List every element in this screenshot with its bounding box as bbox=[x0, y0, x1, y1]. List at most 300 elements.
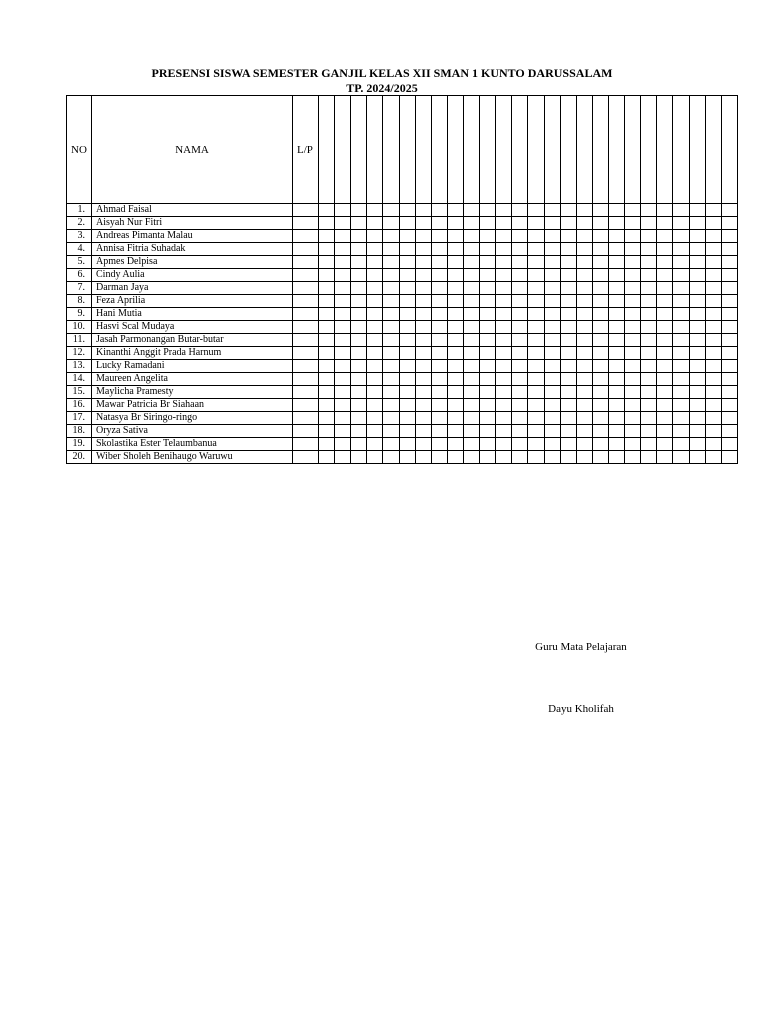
attendance-cell bbox=[351, 217, 367, 230]
attendance-cell bbox=[608, 256, 624, 269]
attendance-cell bbox=[528, 321, 544, 334]
attendance-cell bbox=[673, 425, 689, 438]
row-number: 5. bbox=[67, 256, 92, 269]
table-row bbox=[67, 269, 738, 282]
attendance-cell bbox=[480, 425, 496, 438]
header-attendance-cell bbox=[383, 96, 399, 204]
attendance-cell bbox=[399, 451, 415, 464]
attendance-cell bbox=[496, 373, 512, 386]
attendance-cell bbox=[528, 386, 544, 399]
attendance-cell bbox=[592, 386, 608, 399]
attendance-cell bbox=[335, 295, 351, 308]
row-number: 4. bbox=[67, 243, 92, 256]
attendance-cell bbox=[641, 217, 657, 230]
attendance-cell bbox=[480, 386, 496, 399]
attendance-cell bbox=[447, 399, 463, 412]
attendance-cell bbox=[383, 204, 399, 217]
attendance-cell bbox=[431, 282, 447, 295]
attendance-cell bbox=[319, 308, 335, 321]
attendance-cell bbox=[705, 347, 721, 360]
attendance-cell bbox=[528, 425, 544, 438]
attendance-cell bbox=[689, 230, 705, 243]
attendance-cell bbox=[447, 425, 463, 438]
table-row bbox=[67, 282, 738, 295]
header-attendance-cell bbox=[319, 96, 335, 204]
attendance-cell bbox=[367, 295, 383, 308]
gender-cell bbox=[293, 438, 319, 451]
header-attendance-cell bbox=[608, 96, 624, 204]
attendance-cell bbox=[447, 204, 463, 217]
attendance-cell bbox=[625, 334, 641, 347]
attendance-cell bbox=[367, 451, 383, 464]
attendance-cell bbox=[367, 347, 383, 360]
attendance-cell bbox=[351, 282, 367, 295]
attendance-cell bbox=[544, 217, 560, 230]
attendance-cell bbox=[528, 217, 544, 230]
attendance-cell bbox=[673, 217, 689, 230]
header-attendance-cell bbox=[689, 96, 705, 204]
attendance-cell bbox=[351, 295, 367, 308]
attendance-cell bbox=[560, 334, 576, 347]
header-attendance-cell bbox=[673, 96, 689, 204]
attendance-cell bbox=[319, 438, 335, 451]
attendance-cell bbox=[335, 321, 351, 334]
attendance-cell bbox=[463, 334, 479, 347]
student-name: Hasvi Scal Mudaya bbox=[92, 321, 293, 334]
attendance-cell bbox=[689, 243, 705, 256]
gender-cell bbox=[293, 217, 319, 230]
attendance-cell bbox=[447, 438, 463, 451]
header-attendance-cell bbox=[641, 96, 657, 204]
attendance-cell bbox=[673, 334, 689, 347]
attendance-cell bbox=[335, 360, 351, 373]
attendance-cell bbox=[383, 269, 399, 282]
attendance-cell bbox=[415, 282, 431, 295]
attendance-cell bbox=[335, 334, 351, 347]
attendance-cell bbox=[673, 451, 689, 464]
attendance-cell bbox=[641, 373, 657, 386]
attendance-cell bbox=[544, 295, 560, 308]
attendance-cell bbox=[689, 321, 705, 334]
attendance-cell bbox=[528, 230, 544, 243]
attendance-cell bbox=[399, 308, 415, 321]
attendance-cell bbox=[367, 269, 383, 282]
header-attendance-cell bbox=[705, 96, 721, 204]
attendance-cell bbox=[689, 334, 705, 347]
attendance-cell bbox=[351, 334, 367, 347]
attendance-cell bbox=[544, 412, 560, 425]
document-title: PRESENSI SISWA SEMESTER GANJIL KELAS XII SMAN 1 KUNTO DARUSSALAM bbox=[151, 66, 613, 80]
row-number: 11. bbox=[67, 334, 92, 347]
attendance-cell bbox=[335, 217, 351, 230]
attendance-cell bbox=[625, 373, 641, 386]
attendance-cell bbox=[705, 386, 721, 399]
header-attendance-cell bbox=[367, 96, 383, 204]
attendance-cell bbox=[560, 347, 576, 360]
attendance-cell bbox=[576, 386, 592, 399]
attendance-cell bbox=[625, 269, 641, 282]
attendance-cell bbox=[447, 269, 463, 282]
attendance-cell bbox=[383, 230, 399, 243]
attendance-cell bbox=[399, 360, 415, 373]
attendance-cell bbox=[689, 269, 705, 282]
attendance-table bbox=[66, 95, 738, 464]
attendance-cell bbox=[689, 399, 705, 412]
attendance-cell bbox=[689, 308, 705, 321]
gender-cell bbox=[293, 399, 319, 412]
attendance-cell bbox=[608, 373, 624, 386]
attendance-cell bbox=[608, 217, 624, 230]
attendance-cell bbox=[367, 217, 383, 230]
attendance-cell bbox=[705, 282, 721, 295]
header-attendance-cell bbox=[447, 96, 463, 204]
attendance-cell bbox=[399, 399, 415, 412]
attendance-cell bbox=[657, 269, 673, 282]
attendance-cell bbox=[496, 386, 512, 399]
attendance-cell bbox=[608, 334, 624, 347]
attendance-cell bbox=[383, 373, 399, 386]
attendance-cell bbox=[592, 399, 608, 412]
attendance-cell bbox=[528, 204, 544, 217]
attendance-cell bbox=[512, 412, 528, 425]
attendance-cell bbox=[431, 425, 447, 438]
attendance-cell bbox=[335, 347, 351, 360]
attendance-cell bbox=[415, 295, 431, 308]
gender-cell bbox=[293, 425, 319, 438]
attendance-cell bbox=[608, 321, 624, 334]
header-attendance-cell bbox=[657, 96, 673, 204]
attendance-cell bbox=[367, 373, 383, 386]
attendance-cell bbox=[496, 425, 512, 438]
attendance-cell bbox=[689, 347, 705, 360]
attendance-cell bbox=[673, 269, 689, 282]
attendance-cell bbox=[431, 360, 447, 373]
gender-cell bbox=[293, 451, 319, 464]
attendance-cell bbox=[608, 360, 624, 373]
attendance-cell bbox=[544, 334, 560, 347]
attendance-cell bbox=[351, 347, 367, 360]
header-attendance-cell bbox=[576, 96, 592, 204]
attendance-cell bbox=[335, 282, 351, 295]
attendance-cell bbox=[641, 308, 657, 321]
attendance-cell bbox=[657, 230, 673, 243]
attendance-cell bbox=[641, 282, 657, 295]
attendance-cell bbox=[721, 412, 737, 425]
attendance-cell bbox=[480, 282, 496, 295]
attendance-cell bbox=[512, 256, 528, 269]
attendance-cell bbox=[689, 282, 705, 295]
attendance-cell bbox=[689, 295, 705, 308]
attendance-cell bbox=[592, 256, 608, 269]
document-subtitle: TP. 2024/2025 bbox=[346, 81, 418, 95]
attendance-cell bbox=[463, 425, 479, 438]
attendance-cell bbox=[463, 204, 479, 217]
attendance-cell bbox=[625, 399, 641, 412]
attendance-cell bbox=[367, 425, 383, 438]
attendance-cell bbox=[512, 204, 528, 217]
attendance-cell bbox=[496, 295, 512, 308]
attendance-cell bbox=[431, 321, 447, 334]
attendance-cell bbox=[560, 373, 576, 386]
attendance-cell bbox=[319, 425, 335, 438]
attendance-cell bbox=[560, 256, 576, 269]
attendance-cell bbox=[673, 412, 689, 425]
attendance-cell bbox=[625, 386, 641, 399]
attendance-cell bbox=[447, 256, 463, 269]
attendance-cell bbox=[383, 347, 399, 360]
attendance-cell bbox=[560, 386, 576, 399]
attendance-cell bbox=[367, 386, 383, 399]
row-number: 19. bbox=[67, 438, 92, 451]
header-attendance-cell bbox=[335, 96, 351, 204]
gender-cell bbox=[293, 230, 319, 243]
gender-cell bbox=[293, 256, 319, 269]
attendance-cell bbox=[496, 451, 512, 464]
attendance-cell bbox=[383, 321, 399, 334]
attendance-cell bbox=[592, 243, 608, 256]
attendance-cell bbox=[480, 321, 496, 334]
attendance-cell bbox=[431, 217, 447, 230]
attendance-cell bbox=[560, 360, 576, 373]
table-row bbox=[67, 438, 738, 451]
attendance-cell bbox=[367, 243, 383, 256]
attendance-cell bbox=[528, 360, 544, 373]
attendance-cell bbox=[431, 373, 447, 386]
attendance-cell bbox=[319, 269, 335, 282]
row-number: 13. bbox=[67, 360, 92, 373]
attendance-cell bbox=[496, 412, 512, 425]
attendance-cell bbox=[480, 308, 496, 321]
attendance-cell bbox=[319, 243, 335, 256]
attendance-cell bbox=[351, 399, 367, 412]
attendance-cell bbox=[431, 256, 447, 269]
attendance-cell bbox=[512, 217, 528, 230]
attendance-cell bbox=[383, 425, 399, 438]
attendance-cell bbox=[576, 399, 592, 412]
attendance-cell bbox=[657, 334, 673, 347]
student-name: Maureen Angelita bbox=[92, 373, 293, 386]
attendance-cell bbox=[625, 204, 641, 217]
attendance-cell bbox=[673, 373, 689, 386]
attendance-cell bbox=[705, 243, 721, 256]
attendance-cell bbox=[592, 360, 608, 373]
attendance-cell bbox=[335, 308, 351, 321]
attendance-cell bbox=[689, 217, 705, 230]
attendance-cell bbox=[576, 204, 592, 217]
row-number: 8. bbox=[67, 295, 92, 308]
attendance-cell bbox=[560, 451, 576, 464]
attendance-cell bbox=[608, 295, 624, 308]
attendance-cell bbox=[496, 308, 512, 321]
attendance-cell bbox=[576, 425, 592, 438]
attendance-cell bbox=[641, 204, 657, 217]
attendance-cell bbox=[447, 347, 463, 360]
attendance-cell bbox=[625, 217, 641, 230]
attendance-cell bbox=[351, 360, 367, 373]
attendance-cell bbox=[367, 230, 383, 243]
attendance-cell bbox=[592, 412, 608, 425]
attendance-cell bbox=[383, 256, 399, 269]
attendance-cell bbox=[576, 230, 592, 243]
attendance-cell bbox=[496, 360, 512, 373]
attendance-cell bbox=[528, 256, 544, 269]
attendance-cell bbox=[592, 282, 608, 295]
attendance-cell bbox=[351, 204, 367, 217]
attendance-cell bbox=[592, 204, 608, 217]
attendance-cell bbox=[641, 386, 657, 399]
attendance-cell bbox=[592, 347, 608, 360]
attendance-cell bbox=[383, 334, 399, 347]
table-row bbox=[67, 412, 738, 425]
attendance-cell bbox=[673, 230, 689, 243]
attendance-cell bbox=[447, 217, 463, 230]
attendance-cell bbox=[721, 425, 737, 438]
gender-cell bbox=[293, 412, 319, 425]
attendance-cell bbox=[576, 373, 592, 386]
attendance-cell bbox=[657, 360, 673, 373]
student-name: Kinanthi Anggit Prada Harnum bbox=[92, 347, 293, 360]
attendance-cell bbox=[560, 282, 576, 295]
attendance-cell bbox=[431, 386, 447, 399]
attendance-cell bbox=[608, 269, 624, 282]
attendance-cell bbox=[512, 425, 528, 438]
attendance-cell bbox=[608, 386, 624, 399]
attendance-cell bbox=[689, 425, 705, 438]
attendance-cell bbox=[592, 230, 608, 243]
attendance-cell bbox=[319, 347, 335, 360]
attendance-cell bbox=[383, 360, 399, 373]
attendance-cell bbox=[705, 269, 721, 282]
student-name: Aisyah Nur Fitri bbox=[92, 217, 293, 230]
attendance-cell bbox=[463, 282, 479, 295]
attendance-cell bbox=[367, 438, 383, 451]
attendance-cell bbox=[431, 308, 447, 321]
attendance-cell bbox=[351, 451, 367, 464]
attendance-cell bbox=[721, 451, 737, 464]
attendance-cell bbox=[560, 412, 576, 425]
attendance-cell bbox=[335, 269, 351, 282]
attendance-cell bbox=[657, 243, 673, 256]
row-number: 1. bbox=[67, 204, 92, 217]
gender-cell bbox=[293, 282, 319, 295]
header-attendance-cell bbox=[625, 96, 641, 204]
attendance-cell bbox=[447, 308, 463, 321]
attendance-cell bbox=[496, 321, 512, 334]
header-attendance-cell bbox=[544, 96, 560, 204]
attendance-cell bbox=[641, 412, 657, 425]
student-name: Maylicha Pramesty bbox=[92, 386, 293, 399]
attendance-cell bbox=[415, 425, 431, 438]
attendance-cell bbox=[608, 347, 624, 360]
signature-name: Dayu Kholifah bbox=[548, 703, 614, 715]
attendance-cell bbox=[657, 347, 673, 360]
attendance-cell bbox=[496, 282, 512, 295]
student-name: Oryza Sativa bbox=[92, 425, 293, 438]
attendance-cell bbox=[608, 230, 624, 243]
attendance-cell bbox=[496, 347, 512, 360]
attendance-cell bbox=[705, 308, 721, 321]
attendance-cell bbox=[431, 295, 447, 308]
attendance-cell bbox=[319, 373, 335, 386]
attendance-cell bbox=[367, 308, 383, 321]
attendance-cell bbox=[415, 269, 431, 282]
attendance-cell bbox=[335, 386, 351, 399]
attendance-cell bbox=[657, 373, 673, 386]
attendance-cell bbox=[335, 230, 351, 243]
attendance-cell bbox=[399, 243, 415, 256]
attendance-cell bbox=[641, 295, 657, 308]
attendance-cell bbox=[625, 438, 641, 451]
attendance-cell bbox=[673, 438, 689, 451]
attendance-cell bbox=[399, 321, 415, 334]
attendance-cell bbox=[415, 412, 431, 425]
table-row bbox=[67, 295, 738, 308]
attendance-cell bbox=[319, 334, 335, 347]
attendance-cell bbox=[592, 308, 608, 321]
attendance-cell bbox=[576, 308, 592, 321]
attendance-cell bbox=[512, 321, 528, 334]
attendance-cell bbox=[512, 282, 528, 295]
attendance-cell bbox=[496, 230, 512, 243]
attendance-cell bbox=[657, 386, 673, 399]
attendance-cell bbox=[705, 373, 721, 386]
row-number: 14. bbox=[67, 373, 92, 386]
gender-cell bbox=[293, 360, 319, 373]
attendance-cell bbox=[657, 217, 673, 230]
attendance-cell bbox=[673, 308, 689, 321]
attendance-cell bbox=[544, 438, 560, 451]
attendance-cell bbox=[480, 295, 496, 308]
header-attendance-cell bbox=[351, 96, 367, 204]
attendance-cell bbox=[673, 204, 689, 217]
attendance-cell bbox=[399, 282, 415, 295]
attendance-cell bbox=[657, 425, 673, 438]
student-name: Annisa Fitria Suhadak bbox=[92, 243, 293, 256]
header-attendance-cell bbox=[431, 96, 447, 204]
attendance-cell bbox=[673, 347, 689, 360]
attendance-cell bbox=[608, 399, 624, 412]
attendance-cell bbox=[399, 373, 415, 386]
attendance-cell bbox=[383, 282, 399, 295]
attendance-cell bbox=[592, 373, 608, 386]
attendance-cell bbox=[383, 295, 399, 308]
attendance-cell bbox=[657, 295, 673, 308]
attendance-cell bbox=[721, 217, 737, 230]
attendance-cell bbox=[496, 334, 512, 347]
table-row bbox=[67, 360, 738, 373]
attendance-cell bbox=[415, 373, 431, 386]
signature-role: Guru Mata Pelajaran bbox=[535, 641, 627, 653]
attendance-cell bbox=[641, 451, 657, 464]
table-row bbox=[67, 204, 738, 217]
attendance-cell bbox=[415, 399, 431, 412]
gender-cell bbox=[293, 386, 319, 399]
attendance-cell bbox=[463, 321, 479, 334]
attendance-cell bbox=[576, 256, 592, 269]
attendance-cell bbox=[463, 217, 479, 230]
attendance-cell bbox=[463, 347, 479, 360]
student-name: Andreas Pimanta Malau bbox=[92, 230, 293, 243]
attendance-cell bbox=[592, 451, 608, 464]
attendance-cell bbox=[673, 243, 689, 256]
attendance-cell bbox=[625, 230, 641, 243]
attendance-cell bbox=[319, 412, 335, 425]
attendance-cell bbox=[689, 438, 705, 451]
attendance-cell bbox=[528, 308, 544, 321]
attendance-cell bbox=[367, 256, 383, 269]
attendance-cell bbox=[592, 269, 608, 282]
attendance-cell bbox=[496, 269, 512, 282]
